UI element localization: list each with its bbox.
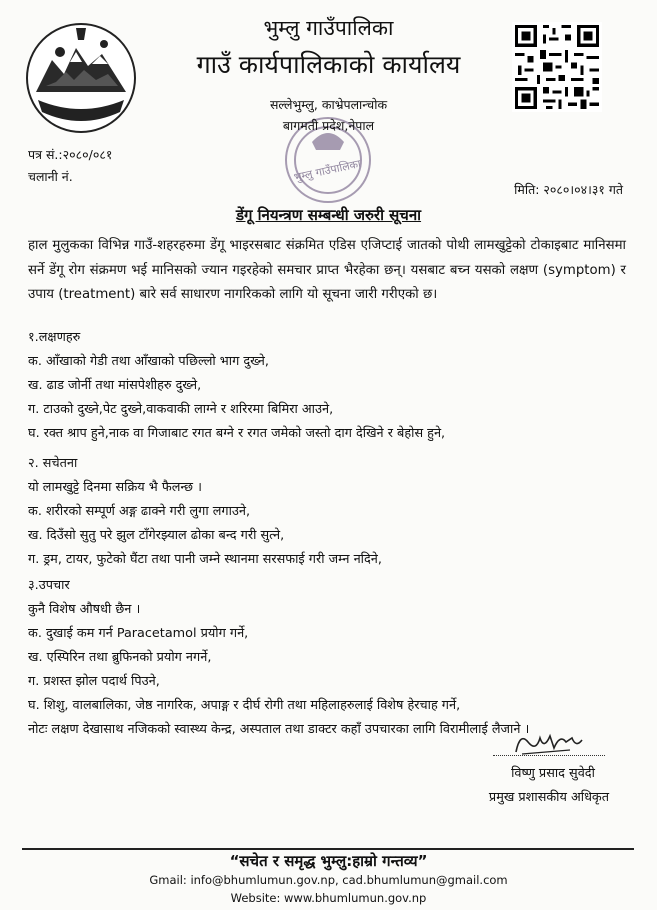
signature-line [493, 755, 605, 756]
letter-date: मिति: २०८०।०४।३१ गते [514, 182, 623, 197]
letter-number: पत्र सं.:२०८०/०८१ [28, 147, 113, 162]
treatment-section [28, 574, 529, 742]
municipality-name: भुम्लु गाउँपालिका [263, 16, 394, 40]
awareness-section [28, 452, 382, 572]
signatory-title: प्रमुख प्रशासकीय अधिकृत [488, 790, 610, 805]
note: नोटः लक्षण देखासाथ नजिकको स्वास्थ्य केन्द्र, अस्पताल तथा डाक्टर कहाँ उपचारका लागि विरामीलाई लैजाने । [28, 722, 530, 737]
footer-website: Website: www.bhumlumun.gov.np [230, 891, 427, 905]
section-heading: ३.उपचार [28, 578, 70, 593]
symptoms-section [28, 326, 445, 446]
address-line-1: सल्लेभुम्लु, काभ्रेपलान्चोक [269, 97, 388, 112]
list-item: ग. प्रशस्त झोल पदार्थ पिउने, [28, 674, 160, 689]
notice-intro: हाल मुलुकका विभिन्न गाउँ-शहरहरुमा डेंगू भाइरसबाट संक्रमित एडिस एजिप्टाई जातको पोथी लामखुट्टेको टोकाइबाट मानिसमा सर्ने डेंगू रोग संक्रमण भई मानिसको ज्यान गइरहेको समचार प्राप्त भैरहेका छन्। यसबाट बच्न यसको लक्षण (symptom) र उपाय (treatment) बारे सर्व साधारण नागरिकको लागि यो सूचना जारी गरीएको छ। [28, 238, 626, 302]
section-heading: २. सचेतना [28, 456, 78, 471]
notice-title: डेंगू नियन्त्रण सम्बन्धी जरुरी सूचना [235, 206, 422, 224]
list-item: ख. दिउँसो सुतु परे झुल टाँगेरझ्याल ढोका बन्द गरी सुत्ने, [28, 528, 285, 543]
list-item: घ. शिशु, वालबालिका, जेष्ठ नागरिक, अपाङ्ग र दीर्घ रोगी तथा महिलाहरुलाई विशेष हेरचाह गर्ने, [28, 698, 461, 713]
signatory-name: विष्णु प्रसाद सुवेदी [511, 766, 595, 781]
section-lead: कुनै विशेष औषधी छैन । [28, 602, 141, 617]
stamp-text: भुम्लु गाउँपालिका [292, 157, 362, 185]
list-item: ख. एस्पिरिन तथा ब्रुफिनको प्रयोग नगर्ने, [28, 650, 212, 665]
list-item: क. आँखाको गेडी तथा आँखाको पछिल्लो भाग दुख्ने, [28, 354, 269, 369]
list-item: ग. ड्रम, टायर, फुटेको घैंटा तथा पानी जम्ने स्थानमा सरसफाई गरी जम्न नदिने, [28, 552, 382, 567]
list-item: क. दुखाई कम गर्न Paracetamol प्रयोग गर्ने, [28, 626, 249, 641]
address-line-2: बागमती प्रदेश,नेपाल [282, 118, 375, 133]
footer-divider [22, 848, 634, 850]
list-item: घ. रक्त श्राप हुने,नाक वा गिजाबाट रगत बग्ने र रगत जमेको जस्तो दाग देखिने र बेहोस हुने, [28, 426, 446, 441]
footer-email: Gmail: info@bhumlumun.gov.np, cad.bhumlumun@gmail.com [149, 873, 508, 887]
office-name: गाउँ कार्यपालिकाको कार्यालय [196, 50, 461, 79]
section-heading: १.लक्षणहरु [28, 330, 81, 345]
list-item: क. शरीरको सम्पूर्ण अङ्ग ढाक्ने गरी लुगा लगाउने, [28, 504, 251, 519]
list-item: ख. ढाड जोर्नी तथा मांसपेशीहरु दुख्ने, [28, 378, 202, 393]
section-lead: यो लामखुट्टे दिनमा सक्रिय भै फैलन्छ । [28, 480, 202, 495]
footer-motto: “सचेत र समृद्ध भुम्लु:हाम्रो गन्तव्य” [229, 852, 428, 870]
dispatch-number: चलानी नं. [28, 169, 73, 184]
list-item: ग. टाउको दुख्ने,पेट दुख्ने,वाकवाकी लाग्ने र शरिरमा बिमिरा आउने, [28, 402, 334, 417]
